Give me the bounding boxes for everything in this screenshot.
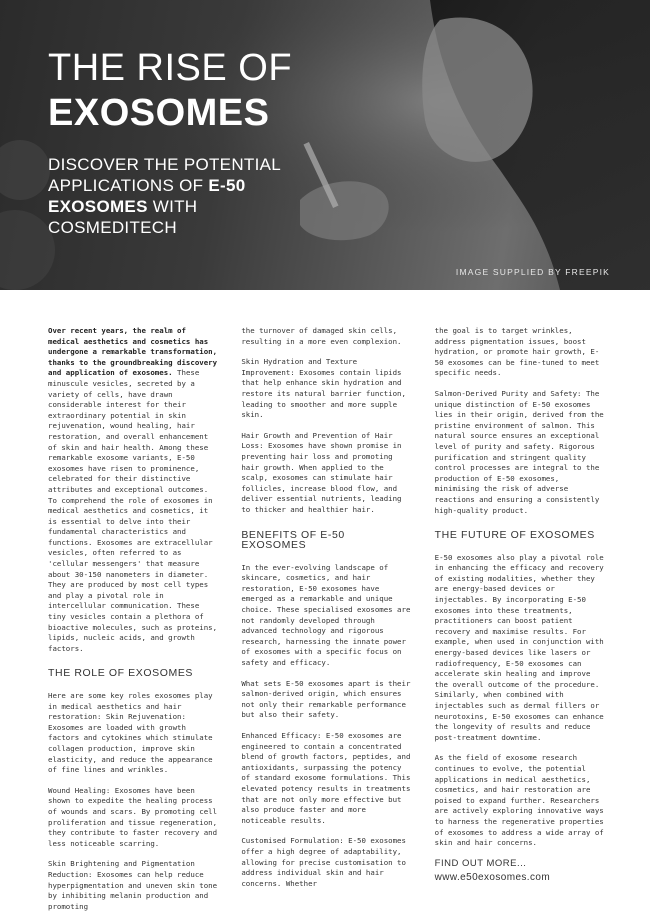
- paragraph: As the field of exosome research continues to evolve, the potential applications in medical aesthetics, cosmetics, and hair restoration are poised to expand further. Researchers are actively exploring innovative ways to harness the regenerative properties of exosomes to address a wide array of skin and hair concerns.: [434, 753, 604, 848]
- intro-bold: Over recent years, the realm of medical aesthetics and cosmetics has undergone a remarkable transformation, thanks to the groundbreaking discovery and application of exosomes.: [48, 326, 218, 378]
- hero-photo: [0, 0, 650, 290]
- paragraph: the goal is to target wrinkles, address pigmentation issues, boost hydration, or promote hair growth, E-50 exosomes can be fine-tuned to meet specific needs.: [434, 326, 600, 378]
- hero-title-line2: EXOSOMES: [48, 92, 270, 134]
- paragraph: Customised Formulation: E-50 exosomes offer a high degree of adaptability, allowing for precise customisation to address individual skin and hair concerns. Whether: [241, 836, 406, 888]
- hero-title-line1: THE RISE OF: [48, 47, 293, 89]
- hero-subtitle: [48, 154, 298, 238]
- paragraph: Enhanced Efficacy: E-50 exosomes are engineered to contain a concentrated blend of growth factors, peptides, and antioxidants, surpassing the potency of standard exosome formulations. This elevated potency results in treatments that are not only more effective but also produce faster and more noticeable results.: [241, 731, 411, 825]
- hero-title: [48, 46, 292, 136]
- paragraph: Skin Brightening and Pigmentation Reduction: Exosomes can help reduce hyperpigmentation and uneven skin tone by inhibiting melanin production and promoting: [48, 859, 218, 911]
- intro-rest: These minuscule vesicles, secreted by a variety of cells, have drawn considerable interest for their extraordinary potential in skin rejuvenation, wound healing, hair restoration, and overall enhancement of skin and hair health. Among these remarkable exosome variants, E-50 exosomes have risen to prominence, celebrated for their distinctive attributes and exceptional outcomes. To comprehend the role of exosomes in medical aesthetics and cosmetics, it is essential to delve into their fundamental characteristics and functions. Exosomes are extracellular vesicles, often referred to as 'cellular messengers' that measure about 30-150 nanometers in diameter. They are produced by most cell types and play a pivotal role in intercellular communication. These tiny vesicles contain a plethora of bioactive molecules, such as proteins, lipids, nucleic acids, and growth factors.: [48, 368, 218, 653]
- heading-future: THE FUTURE OF EXOSOMES: [434, 529, 595, 542]
- hero-subtitle-part2: WITH COSMEDITECH: [48, 197, 198, 237]
- heading-benefits: BENEFITS OF E-50 EXOSOMES: [241, 528, 345, 552]
- image-credit: IMAGE SUPPLIED BY FREEPIK: [455, 267, 610, 277]
- heading-role-of-exosomes: THE ROLE OF EXOSOMES: [48, 667, 194, 680]
- paragraph: Skin Hydration and Texture Improvement: Exosomes contain lipids that help enhance skin hydration and restore its natural barrier function, leading to smoother and more supple skin.: [241, 357, 406, 420]
- paragraph: Here are some key roles exosomes play in medical aesthetics and hair restoration: Skin Rejuvenation: Exosomes are loaded with growth factors and cytokines which stimulate collagen production, improve skin elasticity, and reduce the appearance of fine lines and wrinkles.: [48, 691, 213, 775]
- paragraph: Wound Healing: Exosomes have been shown to expedite the healing process of wounds and scars. By promoting cell proliferation and tissue regeneration, they contribute to faster recovery and less noticeable scarring.: [48, 785, 218, 848]
- paragraph: What sets E-50 exosomes apart is their salmon-derived origin, which ensures not only their remarkable performance but also their safety.: [241, 678, 411, 720]
- hero-banner: [0, 0, 650, 290]
- paragraph: the turnover of damaged skin cells, resulting in a more even complexion.: [241, 326, 402, 346]
- column-2: [241, 326, 410, 906]
- column-1: [48, 326, 218, 911]
- hero-subtitle-bold: E-50 EXOSOMES: [48, 176, 246, 216]
- paragraph: E-50 exosomes also play a pivotal role in enhancing the efficacy and recovery of existing modalities, whether they are energy-based devices or injectables. By incorporating E-50 exosomes into these treatments, practitioners can boost patient recovery and maximise results. For example, when used in conjunction with energy-based devices like lasers or radiofrequency, E-50 exosomes can accelerate skin healing and improve the overall outcome of the procedure. Similarly, when combined with injectables such as dermal fillers or neurotoxins, E-50 exosomes can enhance the longevity of results and reduce post-treatment downtime.: [434, 552, 604, 742]
- column-3: [435, 326, 604, 906]
- hero-subtitle-part1: DISCOVER THE POTENTIAL APPLICATIONS OF: [48, 155, 281, 195]
- paragraph: In the ever-evolving landscape of skincare, cosmetics, and hair restoration, E-50 exosomes have emerged as a remarkable and unique choice. These specialised exosomes are not randomly developed through advanced technology and rigorous research, harnessing the innate power of exosomes with a specific focus on safety and efficacy.: [241, 562, 411, 668]
- find-out-more: FIND OUT MORE...: [434, 857, 527, 869]
- website-link[interactable]: www.e50exosomes.com: [434, 872, 551, 884]
- article-body: [48, 326, 604, 911]
- paragraph: Hair Growth and Prevention of Hair Loss: Exosomes have shown promise in preventing hair loss and promoting hair growth. When applied to the scalp, exosomes can stimulate hair follicles, increase blood flow, and deliver essential nutrients, leading to thicker and healthier hair.: [241, 430, 402, 514]
- paragraph: Salmon-Derived Purity and Safety: The unique distinction of E-50 exosomes lies in their origin, derived from the pristine environment of salmon. This natural source ensures an exceptional level of purity and safety. Rigorous purification and stringent quality control processes are integral to the production of E-50 exosomes, minimising the risk of adverse reactions and ensuring a consistently high-quality product.: [434, 388, 604, 515]
- intro-paragraph: [48, 326, 217, 654]
